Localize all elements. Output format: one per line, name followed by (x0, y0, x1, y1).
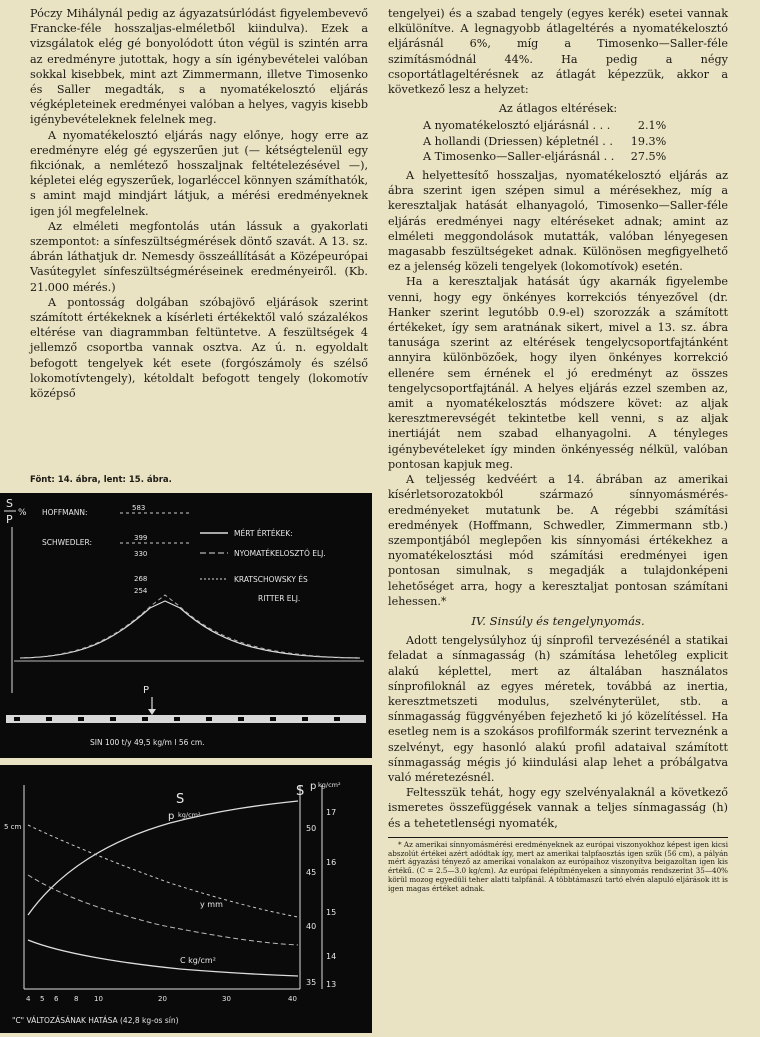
paragraph: A pontosság dolgában szóbajövő eljárások szerint számított értékeknek a kísérleti értékektől való százalékos eltérése van diagrammban feltüntetve. A feszültségek 4 jellemző csoportba vannak osztva. Az ú. n. egyoldalt befogott tengelyek két esete (forgószámoly és szélső lokomotívtengely), kétoldalt befogott tengely (lokomotív középső (30, 295, 368, 401)
table-row (420, 118, 669, 133)
fig15-p-right: p (310, 781, 317, 792)
figure-caption: Fönt: 14. ábra, lent: 15. ábra. (30, 475, 172, 485)
fig15-label-y: y mm (200, 900, 223, 909)
tick-label: 40 (306, 922, 317, 931)
fig15-curve-s (28, 801, 298, 915)
tick-label: 45 (306, 868, 317, 877)
fig14-ylabel-p: P (6, 513, 13, 526)
paragraph: tengelyei) és a szabad tengely (egyes kerék) esetei vannak elkülönítve. A legnagyobb átlageltérés a nyomatékelosztó eljárásnál 6%, míg a Timosenko—Saller-féle szimításmódnál 44%. Ha pedig a négy csoportátlageltérésnek az átlagát képezzük, akkor a következő lesz a helyzet: (388, 7, 728, 97)
row-value: 27.5% (630, 149, 667, 163)
tick-label: 5 (40, 995, 45, 1003)
fig14-value: 330 (134, 550, 148, 558)
tick-label: 35 (306, 978, 317, 987)
tick-label: 6 (54, 995, 59, 1003)
table-row (420, 149, 669, 164)
paragraph: A nyomatékelosztó eljárás nagy előnye, hogy erre az eredményre elég gé egyszerűen jut (— kétségtelenül egy fikciónak, a nemlétező hosszaljnak feltételezésével —), képletei elég egyszerűek, logarléccel könnyen számíthatók, s amint majd mindjárt látjuk, a mérési eredményeknek igen jól megfelelnek. (30, 128, 369, 218)
fig15-p-unit2: kg/cm² (318, 781, 341, 789)
tick-label: 10 (94, 995, 103, 1003)
fig14-value: 399 (134, 534, 148, 542)
paragraph: A helyettesítő hosszaljas, nyomatékelosztó eljárás az ábra szerint igen szépen simul a mérésekhez, míg a keresztaljak hatását elhanyagoló, Timosenko—Saller-féle eljárás eredményei nagy eltéréseket adnak; amint az elméleti meggondolások mutatták, valóban lényegesen magasabb feszültségeket adnak. Különösen megfigyelhető ez a jelenség közeli tengelyek (lokomotívok) esetén. (388, 169, 728, 274)
paragraph: Feltesszük tehát, hogy egy szelvényalaknál a következő ismeretes összefüggések vannak a teljes sínmagasság (h) és a tehetetlenségi nyomaték, (388, 786, 728, 830)
row-label: A nyomatékelosztó eljárásnál . . . (423, 119, 611, 133)
fig15-curve-y (28, 875, 298, 945)
tick-label: 17 (326, 808, 337, 817)
paragraph: Adott tengelysúlyhoz új sínprofil tervezésénél a statikai feladat a sínmagasság (h) számítása lehetőleg explicit alakú képlettel, mert az általában használatos sínprofiloknál az egyes méretek, továbbá az inertia, keresztmetszeti modulus, szelvényterület, stb. a sínmagasság függvényében fejezhető ki jó közelítéssel. Ha esetleg nem is a szokásos profilformák szerint terveznénk a szelvényt, egy hasonló alakú profil adataival számított sínmagasság mégis jó kiindulási alap lehet a próbálgatva való méretezésnél. (388, 634, 728, 784)
figure-15 (0, 765, 372, 1033)
tick-label: 14 (326, 952, 337, 961)
fig15-curve-p (28, 825, 298, 917)
tick-label: 40 (288, 995, 297, 1003)
fig15-s-right: S (296, 784, 305, 799)
fig15-x-ticks (26, 995, 297, 1003)
fig14-value: 268 (134, 575, 148, 583)
fig15-p-left: p (168, 811, 175, 822)
row-label: A Timosenko—Saller-eljárásnál . . (423, 149, 615, 163)
paragraph: A teljesség kedvéért a 14. ábrában az amerikai kísérletsorozatokból származó sínnyomásmérés-eredményeket mutatunk be. A régebbi számítási eredmények (Hoffmann, Schwedler, Zimmermann stb.) szempontjából meglepően kis sínnyomási értékekhez a nyomatékelosztási mód számítási eredményei igen pontosan simulnak, s megadják a tulajdonképeni lehetőséget arra, hogy a keresztaljat pontosan számítani lehessen.* (388, 473, 728, 608)
right-column (388, 6, 728, 894)
tick-label: 50 (306, 824, 317, 833)
paragraph: Póczy Mihálynál pedig az ágyazatsúrlódást figyelembevevő Francke-féle hosszaljas-elméletből kiindulva). Ezek a vizsgálatok elég gé bonyolódott úton végül is szintén arra az eredményre jutottak, hogy a sín igénybevételei valóban sokkal kisebbek, mint azt Zimmermann, illetve Timosenko és Saller megadták, s a nyomatékelosztó eljárás végképleteinek eredményei valóban a helyes, vagyis kisebb igénybevételeknek felelnek meg. (30, 7, 368, 127)
tick-label: 16 (326, 858, 337, 867)
tick-label: 30 (222, 995, 231, 1003)
fig14-label-schwedler: SCHWEDLER: (42, 538, 92, 547)
fig15-label-c: C kg/cm² (180, 956, 216, 965)
fig15-right-axis-2 (326, 808, 336, 989)
average-table (420, 118, 669, 164)
fig15-p-unit: kg/cm² (178, 811, 201, 819)
average-heading: Az átlagos eltérések: (498, 102, 618, 116)
paragraph: Az elméleti megfontolás után lássuk a gyakorlati szempontot: a sínfeszültségmérések döntő szavát. A 13. sz. ábrán láthatjuk dr. Nemesdy összeállítását a Középeurópai Vasútegylet sínfeszültségméréseinek eredményeiről. (Kb. 21.000 mérés.) (30, 219, 368, 294)
fig15-right-axis-1 (306, 824, 316, 987)
fig14-ylabel-s: S (6, 497, 13, 510)
left-column (30, 6, 368, 401)
tick-label: 13 (326, 980, 337, 989)
tick-label: 15 (326, 908, 337, 917)
fig14-value: 583 (132, 504, 146, 512)
tick-label: 4 (26, 995, 31, 1003)
row-label: A hollandi (Driessen) képletnél . . (423, 134, 613, 148)
fig15-curve-c (28, 940, 298, 976)
fig14-value: 254 (134, 587, 148, 595)
figure-14 (0, 493, 372, 758)
fig14-label-hoffmann: HOFFMANN: (42, 508, 88, 517)
fig14-legend-ritter: RITTER ELJ. (258, 594, 301, 603)
fig14-legend-moment: NYOMATÉKELOSZTÓ ELJ. (234, 549, 326, 558)
fig14-bottom-note: SIN 100 t/y 49,5 kg/m l 56 cm. (90, 738, 205, 747)
tick-label: 8 (74, 995, 79, 1003)
fig14-load-label: P (143, 685, 150, 696)
paragraph: Ha a keresztaljak hatását úgy akarnák figyelembe venni, hogy egy önkényes korrekciós tényezővel (dr. Hanker szerint legutóbb 0.9-el) szorozzák a számított értékeket, így sem aratnának sikert, mivel a 13. sz. ábra tanusága szerint az eltérések tengelycsoportfajtánként annyira különbözőek, hogy ilyen önkényes korrekció ellenére sem érnének el jó eredményt az összes tengelycsoportfajtánál. A helyes eljárás ezzel szemben az, amit a nyomatékelosztás módszere követ: az aljak keresztmerevségét tekintetbe kell venni, s az aljak inertiáját nem szabad elhanyagolni. A tényleges igénybevételeket így minden önkényesség nélkül, valóban pontosan kapjuk meg. (388, 275, 728, 471)
table-row (420, 134, 669, 149)
fig14-legend-kratschowsky: KRATSCHOWSKY ÉS (234, 575, 308, 584)
fig15-s-left: S (176, 792, 185, 807)
fig14-legend-measured: MÉRT ÉRTÉKEK: (234, 529, 293, 538)
fig15-bottom-note: "C" VÁLTOZÁSÁNAK HATÁSA (42,8 kg-os sín) (12, 1016, 179, 1025)
figure-14-drawing (0, 493, 372, 758)
footnote: * Az amerikai sínnyomásmérési eredményeknek az európai viszonyokhoz képest igen kicsi abszolút értékei azért adódtak így, mert az amerikai talpfaosztás igen szűk (56 cm), a pályán mért ágyazási tényező az amerikai vonalakon az európaihoz viszonyítva beigazoltan igen kis értékű. (C = 2.5—3.0 kg/cm). Az európai felépítményeken a sínnyomás rendszerint 35—40% körül mozog egyedüli teher alatti talpfánál. A többtámaszú tartó elvén alapuló eljárások itt is igen magas értéket adnak. (388, 837, 728, 894)
row-value: 2.1% (637, 119, 667, 133)
tick-label: 20 (158, 995, 167, 1003)
section-title: IV. Sinsúly és tengelynyomás. (471, 613, 645, 628)
fig15-left-tick: 5 cm (4, 823, 22, 831)
figure-15-drawing (0, 765, 372, 1033)
row-value: 19.3% (630, 134, 667, 148)
fig14-ylabel-pct: % (18, 508, 27, 518)
